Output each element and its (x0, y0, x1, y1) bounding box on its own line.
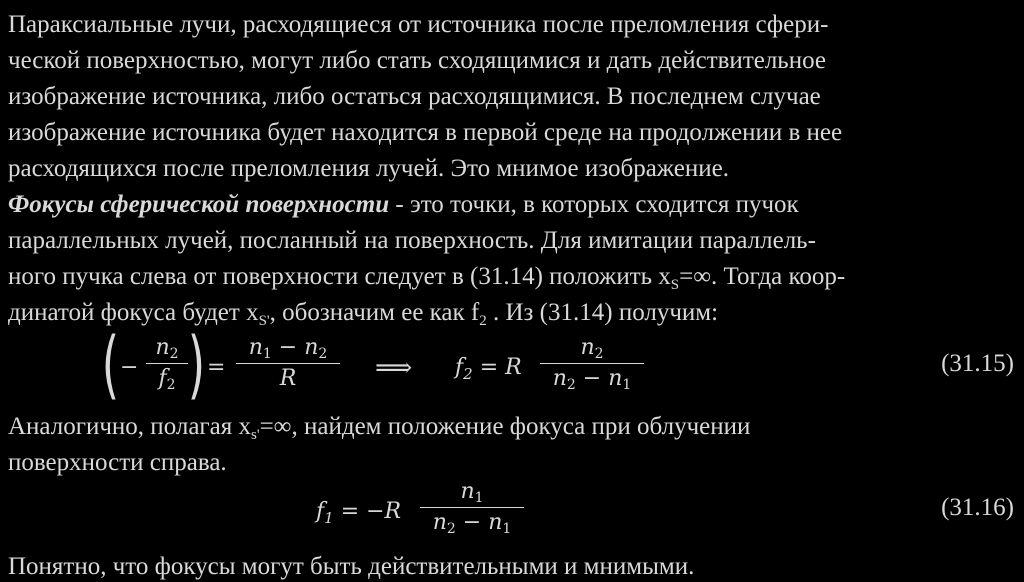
fraction-n2-over-f2: $n_2$ $f_2$ (146, 334, 188, 393)
f1-term: $f_1 = -R$ (316, 499, 402, 527)
paragraph-line: динатой фокуса будет $x_{S'}$, обозначим ее как $f_2$ . Из (31.14) получим: (8, 299, 719, 329)
paragraph-line: ного пучка слева от поверхности следует в (31.14) положить $x_S=\infty$. Тогда коор- (8, 263, 846, 293)
paragraph-line: изображение источника будет находится в первой среде на продолжении в нее (8, 119, 843, 146)
focus-tail: - это точки, в которых сходится пучок (389, 191, 799, 218)
minus-sign: − (120, 355, 139, 380)
paragraph-line: поверхности справа. (8, 449, 227, 476)
focus-definition-line (8, 190, 799, 220)
paragraph-line: Параксиальные лучи, расходящиеся от источника после преломления сфери- (8, 11, 829, 38)
equals-sign: = (207, 355, 226, 380)
fraction-n2-over-n2-minus-n1: $n_2$ $n_2 - n_1$ (540, 334, 644, 393)
f2-term: $f_2 = R$ (455, 355, 522, 383)
paragraph-line: Аналогично, полагая $x_{s'}=\infty$, найдем положение фокуса при облучении (8, 413, 751, 443)
equation-number: (31.15) (941, 350, 1014, 377)
implies-arrow: ⟹ (375, 353, 413, 383)
focus-heading: Фокусы сферической поверхности (8, 191, 390, 218)
left-paren: ( (101, 322, 120, 408)
fraction-n1-minus-n2-over-R: $n_1 - n_2$ R (236, 334, 340, 393)
fraction-n1-over-n2-minus-n1: $n_1$ $n_2 - n_1$ (420, 478, 524, 537)
paragraph-line: расходящихся после преломления лучей. Это мнимое изображение. (8, 155, 729, 182)
paragraph-line: параллельных лучей, посланный на поверхность. Для имитации параллель- (8, 227, 816, 254)
equation-number: (31.16) (941, 494, 1014, 521)
paragraph-line: Понятно, что фокусы могут быть действительными и мнимыми. (8, 553, 695, 580)
right-paren: ) (187, 322, 206, 408)
paragraph-line: изображение источника, либо остаться расходящимися. В последнем случае (8, 83, 821, 110)
paragraph-line: ческой поверхностью, могут либо стать сходящимися и дать действительное (8, 47, 826, 74)
